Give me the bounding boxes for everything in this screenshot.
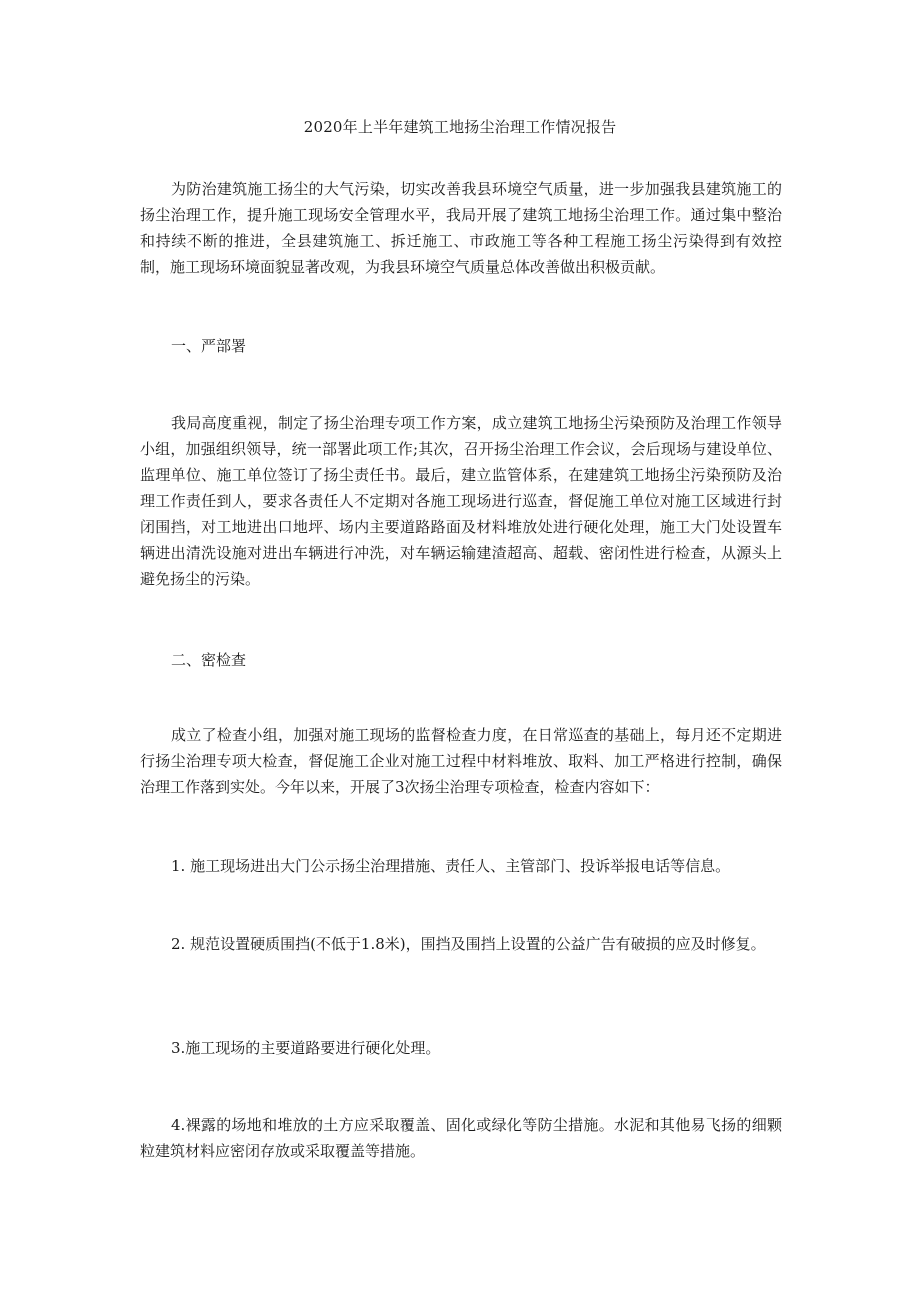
list-item: 1. 施工现场进出大门公示扬尘治理措施、责任人、主管部门、投诉举报电话等信息。 xyxy=(171,857,731,875)
intro-paragraph: 为防治建筑施工扬尘的大气污染，切实改善我县环境空气质量，进一步加强我县建筑施工的扬尘治理工作，提升施工现场安全管理水平，我局开展了建筑工地扬尘治理工作。通过集中整治和持续不断的推进，全县建筑施工、拆迁施工、市政施工等各种工程施工扬尘污染得到有效控制，施工现场环境面貌显著改观，为我县环境空气质量总体改善做出积极贡献。 xyxy=(140,180,782,276)
document-title: 2020年上半年建筑工地扬尘治理工作情况报告 xyxy=(303,118,617,136)
list-item: 4.裸露的场地和堆放的土方应采取覆盖、固化或绿化等防尘措施。水泥和其他易飞扬的细颗粒建筑材料应密闭存放或采取覆盖等措施。 xyxy=(140,1116,782,1160)
section2-paragraph: 成立了检查小组，加强对施工现场的监督检查力度，在日常巡查的基础上，每月还不定期进行扬尘治理专项大检查，督促施工企业对施工过程中材料堆放、取料、加工严格进行控制，确保治理工作落到实处。今年以来，开展了3次扬尘治理专项检查，检查内容如下： xyxy=(140,726,782,796)
section1-heading: 一、严部署 xyxy=(171,337,247,355)
section1-paragraph: 我局高度重视，制定了扬尘治理专项工作方案，成立建筑工地扬尘污染预防及治理工作领导小组，加强组织领导，统一部署此项工作;其次，召开扬尘治理工作会议，会后现场与建设单位、监理单位、施工单位签订了扬尘责任书。最后，建立监管体系，在建建筑工地扬尘污染预防及治理工作责任到人，要求各责任人不定期对各施工现场进行巡查，督促施工单位对施工区域进行封闭围挡，对工地进出口地坪、场内主要道路路面及材料堆放处进行硬化处理，施工大门处设置车辆进出清洗设施对进出车辆进行冲洗，对车辆运输建渣超高、超载、密闭性进行检查，从源头上避免扬尘的污染。 xyxy=(140,414,782,588)
list-item: 2. 规范设置硬质围挡(不低于1.8米)，围挡及围挡上设置的公益广告有破损的应及时修复。 xyxy=(171,935,766,953)
list-item: 3.施工现场的主要道路要进行硬化处理。 xyxy=(171,1039,441,1057)
section2-heading: 二、密检查 xyxy=(171,651,247,669)
